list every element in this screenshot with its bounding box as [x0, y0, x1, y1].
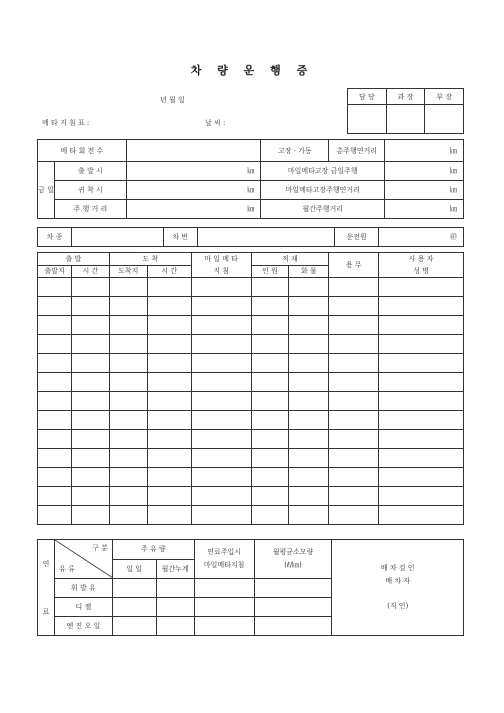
- log-cell[interactable]: [329, 297, 379, 316]
- log-cell[interactable]: [379, 487, 464, 506]
- log-cargo-header: 적 재: [251, 253, 329, 266]
- log-cell[interactable]: [289, 297, 329, 316]
- dispatcher-label-1: 배 차 검 인: [380, 564, 415, 572]
- mile-today-unit: ㎞: [385, 162, 464, 181]
- diesel-monthly[interactable]: [156, 598, 194, 617]
- log-cell[interactable]: [38, 297, 72, 316]
- log-cell[interactable]: [38, 354, 72, 373]
- log-cell[interactable]: [251, 354, 289, 373]
- log-cell[interactable]: [289, 354, 329, 373]
- log-cell[interactable]: [38, 335, 72, 354]
- log-cell[interactable]: [71, 430, 109, 449]
- log-to-header: 도착지: [109, 265, 147, 278]
- log-cell[interactable]: [379, 316, 464, 335]
- log-cell[interactable]: [289, 506, 329, 525]
- meter-count-label: 메 타 회 전 수: [38, 140, 127, 162]
- log-cell[interactable]: [191, 316, 251, 335]
- refuel-monthly-header: 월간누계: [156, 559, 194, 579]
- fuel-category-label: 구 분: [92, 544, 108, 552]
- log-table: [37, 252, 464, 525]
- log-depart-header: 출 발: [38, 253, 110, 266]
- log-cell[interactable]: [109, 335, 147, 354]
- log-cell[interactable]: [191, 487, 251, 506]
- log-cell[interactable]: [109, 430, 147, 449]
- log-cell[interactable]: [71, 506, 109, 525]
- approval-label: 과 장: [386, 89, 425, 105]
- fault-label: 고장 · 가동: [261, 140, 329, 162]
- log-cell[interactable]: [147, 506, 191, 525]
- summary-table: [37, 139, 464, 219]
- log-cell[interactable]: [251, 430, 289, 449]
- avg-consumption-header: 월평균소모량 (ℓ/㎞): [254, 540, 332, 579]
- log-cell[interactable]: [147, 430, 191, 449]
- diesel-label: 디 젤: [54, 598, 112, 617]
- log-cell[interactable]: [71, 373, 109, 392]
- log-cell[interactable]: [147, 297, 191, 316]
- log-cell[interactable]: [38, 316, 72, 335]
- log-cell[interactable]: [289, 392, 329, 411]
- refuel-daily-header: 일 일: [112, 559, 156, 579]
- drive-distance-label: 주 행 거 리: [54, 200, 126, 219]
- log-cell[interactable]: [38, 278, 72, 297]
- log-cell[interactable]: [251, 316, 289, 335]
- log-cell[interactable]: [251, 373, 289, 392]
- total-distance-label: 총주행연거리: [329, 140, 385, 162]
- log-cell[interactable]: [379, 411, 464, 430]
- log-persons-header: 인 원: [251, 265, 289, 278]
- log-cell[interactable]: [71, 354, 109, 373]
- diesel-avg[interactable]: [254, 598, 332, 617]
- log-row: [38, 468, 464, 487]
- log-cell[interactable]: [329, 411, 379, 430]
- gasoline-daily[interactable]: [112, 579, 156, 598]
- log-cell[interactable]: [329, 335, 379, 354]
- log-cell[interactable]: [329, 449, 379, 468]
- log-cell[interactable]: [109, 468, 147, 487]
- dispatcher-cell[interactable]: [332, 540, 464, 636]
- meter-start-label: 메 타 지 침 표 :: [42, 119, 90, 127]
- log-cell[interactable]: [109, 449, 147, 468]
- arrive-km-unit: ㎞: [126, 181, 261, 200]
- log-cell[interactable]: [289, 316, 329, 335]
- log-cell[interactable]: [109, 278, 147, 297]
- log-cell[interactable]: [289, 468, 329, 487]
- vehicle-number-value[interactable]: [197, 228, 335, 247]
- log-cell[interactable]: [109, 316, 147, 335]
- gasoline-meter[interactable]: [194, 579, 254, 598]
- log-cell[interactable]: [329, 354, 379, 373]
- date-label: 년 월 일: [160, 96, 185, 104]
- log-row: [38, 335, 464, 354]
- log-depart-time-header: 시 간: [71, 265, 109, 278]
- log-row: [38, 354, 464, 373]
- engine-oil-avg[interactable]: [254, 617, 332, 636]
- today-label: 금 일: [38, 162, 55, 219]
- log-cell[interactable]: [289, 449, 329, 468]
- log-cell[interactable]: [147, 487, 191, 506]
- log-cell[interactable]: [379, 430, 464, 449]
- log-cell[interactable]: [147, 354, 191, 373]
- engine-oil-meter[interactable]: [194, 617, 254, 636]
- log-body: [38, 278, 464, 525]
- log-cell[interactable]: [38, 392, 72, 411]
- approval-sign-cell[interactable]: [386, 105, 425, 134]
- log-cell[interactable]: [379, 373, 464, 392]
- log-cell[interactable]: [329, 506, 379, 525]
- vehicle-number-label: 차 번: [163, 228, 197, 247]
- driver-seal[interactable]: ㊞: [379, 228, 464, 247]
- mile-today-label: 마일메타고장 금일주행: [261, 162, 385, 181]
- log-cell[interactable]: [191, 335, 251, 354]
- log-row: [38, 373, 464, 392]
- log-cell[interactable]: [109, 487, 147, 506]
- log-cell[interactable]: [191, 449, 251, 468]
- log-cell[interactable]: [379, 335, 464, 354]
- log-cell[interactable]: [191, 392, 251, 411]
- log-cell[interactable]: [191, 373, 251, 392]
- log-cell[interactable]: [147, 411, 191, 430]
- log-cell[interactable]: [191, 506, 251, 525]
- log-cell[interactable]: [289, 335, 329, 354]
- log-cell[interactable]: [251, 506, 289, 525]
- log-cell[interactable]: [38, 468, 72, 487]
- log-cell[interactable]: [191, 278, 251, 297]
- log-cell[interactable]: [147, 449, 191, 468]
- log-cell[interactable]: [147, 316, 191, 335]
- log-cell[interactable]: [109, 411, 147, 430]
- log-cell[interactable]: [38, 449, 72, 468]
- weather-label: 날 씨 :: [205, 119, 226, 127]
- log-cell[interactable]: [289, 373, 329, 392]
- mile-total-unit: ㎞: [385, 181, 464, 200]
- log-mile-header: 마 일 메 타 지 침: [191, 253, 251, 278]
- log-cell[interactable]: [251, 335, 289, 354]
- gasoline-avg[interactable]: [254, 579, 332, 598]
- vehicle-type-label: 차 종: [38, 228, 72, 247]
- log-cell[interactable]: [147, 468, 191, 487]
- monthly-km-unit: ㎞: [385, 200, 464, 219]
- log-cell[interactable]: [289, 430, 329, 449]
- mile-total-label: 마일메타고장주행연거리: [261, 181, 385, 200]
- total-distance-unit: ㎞: [385, 140, 464, 162]
- log-cell[interactable]: [71, 278, 109, 297]
- log-cell[interactable]: [251, 297, 289, 316]
- engine-oil-monthly[interactable]: [156, 617, 194, 636]
- log-cell[interactable]: [191, 468, 251, 487]
- log-cell[interactable]: [379, 506, 464, 525]
- log-cell[interactable]: [251, 487, 289, 506]
- fuel-category-cell: [54, 540, 112, 579]
- vehicle-table: [37, 227, 464, 247]
- dispatcher-label-2: 배 차 자: [385, 577, 411, 585]
- page-title: 차 량 운 행 증: [190, 64, 314, 77]
- log-cell[interactable]: [191, 354, 251, 373]
- log-row: [38, 278, 464, 297]
- approval-label: 부 장: [425, 89, 464, 105]
- depart-time-label: 출 발 시: [54, 162, 126, 181]
- approval-label: 담 당: [348, 89, 387, 105]
- log-cell[interactable]: [289, 487, 329, 506]
- log-cell[interactable]: [147, 373, 191, 392]
- monthly-distance-label: 월간주행거리: [261, 200, 385, 219]
- log-cell[interactable]: [147, 392, 191, 411]
- refuel-header: 주 유 량: [112, 540, 194, 560]
- log-cell[interactable]: [38, 506, 72, 525]
- log-row: [38, 411, 464, 430]
- log-row: [38, 487, 464, 506]
- log-cell[interactable]: [329, 430, 379, 449]
- drive-km-unit: ㎞: [126, 200, 261, 219]
- log-cell[interactable]: [379, 297, 464, 316]
- log-cell[interactable]: [38, 487, 72, 506]
- gasoline-monthly[interactable]: [156, 579, 194, 598]
- log-row: [38, 506, 464, 525]
- log-cell[interactable]: [329, 487, 379, 506]
- position-seal-label: (직 인): [387, 602, 409, 610]
- log-cell[interactable]: [38, 411, 72, 430]
- log-from-header: 출발지: [38, 265, 72, 278]
- fuel-oil-type-label: 유 류: [58, 565, 75, 573]
- arrive-time-label: 귀 착 시: [54, 181, 126, 200]
- depart-km-unit: ㎞: [126, 162, 261, 181]
- log-cell[interactable]: [379, 449, 464, 468]
- log-cell[interactable]: [147, 278, 191, 297]
- log-cell[interactable]: [191, 297, 251, 316]
- log-cell[interactable]: [191, 411, 251, 430]
- log-cell[interactable]: [329, 392, 379, 411]
- log-cell[interactable]: [329, 316, 379, 335]
- log-cell[interactable]: [329, 373, 379, 392]
- log-arrive-header: 도 착: [109, 253, 191, 266]
- log-cell[interactable]: [109, 392, 147, 411]
- log-cell[interactable]: [71, 411, 109, 430]
- refuel-meter-header: 연료주입시 마일메타지침: [194, 540, 254, 579]
- log-user-header: 사 용 자 성 명: [379, 253, 464, 278]
- gasoline-label: 휘 발 유: [54, 579, 112, 598]
- log-cell[interactable]: [379, 468, 464, 487]
- approval-table: [347, 88, 464, 134]
- diesel-daily[interactable]: [112, 598, 156, 617]
- log-cell[interactable]: [71, 449, 109, 468]
- log-cell[interactable]: [251, 468, 289, 487]
- log-cell[interactable]: [329, 278, 379, 297]
- log-cell[interactable]: [289, 411, 329, 430]
- log-cell[interactable]: [251, 278, 289, 297]
- log-cell[interactable]: [379, 278, 464, 297]
- log-row: [38, 449, 464, 468]
- log-cell[interactable]: [71, 392, 109, 411]
- engine-oil-label: 엔 진 오 일: [54, 617, 112, 636]
- log-cell[interactable]: [38, 430, 72, 449]
- log-cell[interactable]: [38, 373, 72, 392]
- log-cell[interactable]: [329, 468, 379, 487]
- log-purpose-header: 용 무: [329, 253, 379, 278]
- log-cell[interactable]: [71, 335, 109, 354]
- log-cell[interactable]: [379, 392, 464, 411]
- vehicle-type-value[interactable]: [71, 228, 163, 247]
- log-cell[interactable]: [251, 411, 289, 430]
- log-cell[interactable]: [71, 468, 109, 487]
- log-cell[interactable]: [71, 297, 109, 316]
- log-goods-header: 화 물: [289, 265, 329, 278]
- log-cell[interactable]: [109, 354, 147, 373]
- log-row: [38, 430, 464, 449]
- log-cell[interactable]: [251, 392, 289, 411]
- log-cell[interactable]: [251, 449, 289, 468]
- approval-sign-cell[interactable]: [425, 105, 464, 134]
- log-cell[interactable]: [147, 335, 191, 354]
- log-cell[interactable]: [71, 487, 109, 506]
- diesel-meter[interactable]: [194, 598, 254, 617]
- fuel-table: [37, 539, 464, 636]
- log-row: [38, 392, 464, 411]
- log-cell[interactable]: [109, 297, 147, 316]
- log-row: [38, 297, 464, 316]
- approval-sign-cell[interactable]: [348, 105, 387, 134]
- fuel-side-label: 연 료: [38, 540, 55, 636]
- log-cell[interactable]: [109, 506, 147, 525]
- log-cell[interactable]: [191, 430, 251, 449]
- engine-oil-daily[interactable]: [112, 617, 156, 636]
- log-cell[interactable]: [109, 373, 147, 392]
- meter-count-value[interactable]: [126, 140, 261, 162]
- log-cell[interactable]: [289, 278, 329, 297]
- log-row: [38, 316, 464, 335]
- driver-label: 운전원: [335, 228, 379, 247]
- log-cell[interactable]: [71, 316, 109, 335]
- log-cell[interactable]: [379, 354, 464, 373]
- log-arrive-time-header: 시 간: [147, 265, 191, 278]
